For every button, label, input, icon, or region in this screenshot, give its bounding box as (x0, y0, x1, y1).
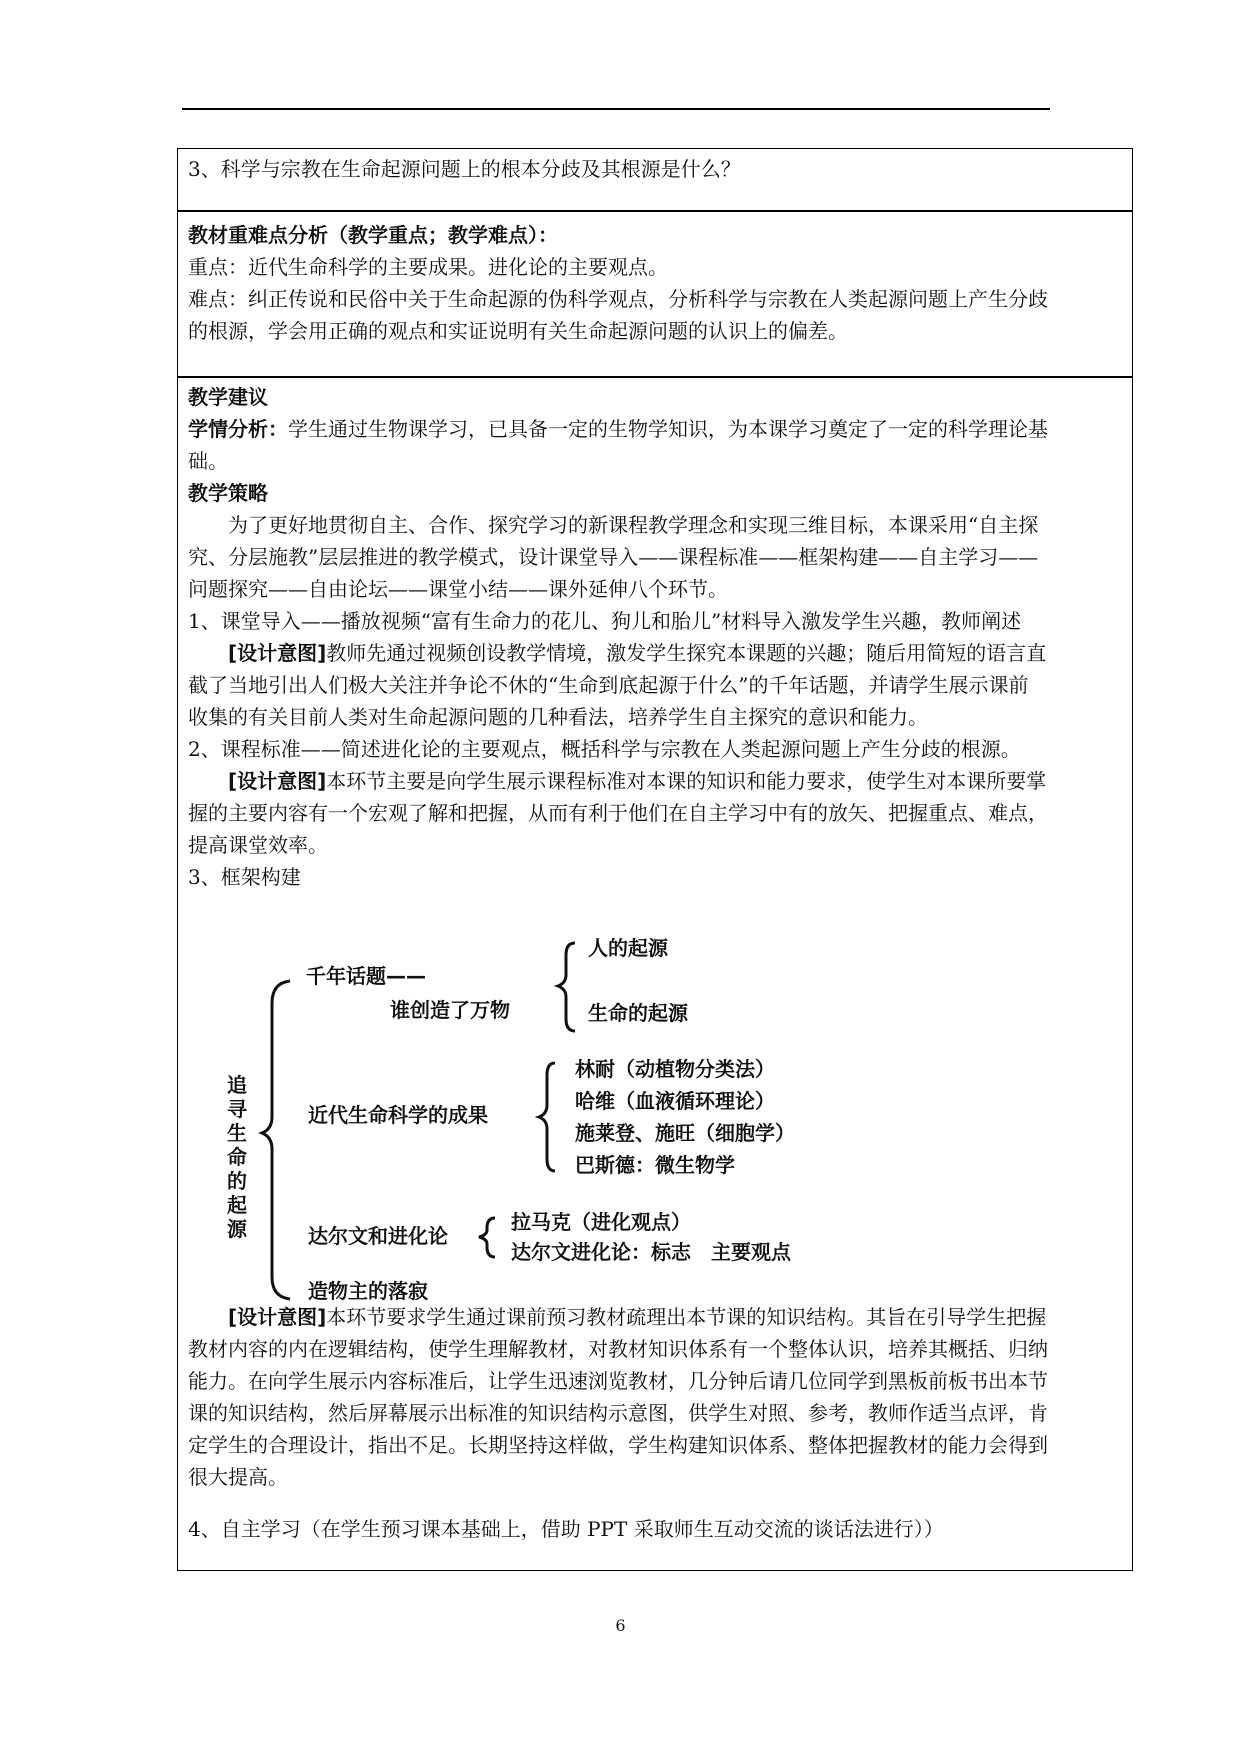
intent3-line-5: 定学生的合理设计，指出不足。长期坚持这样做，学生构建知识体系、整体把握教材的能力会得到 (188, 1433, 1048, 1457)
root-char: 寻 (227, 1097, 247, 1121)
difficulty-cell (177, 210, 1133, 378)
branch4-label: 造物主的落寂 (308, 1279, 428, 1303)
intent2-line-3: 提高课堂效率。 (188, 833, 328, 857)
key-point: 重点：近代生命科学的主要成果。进化论的主要观点。 (188, 255, 668, 279)
header-rule (182, 108, 1050, 110)
step-4: 4、自主学习（在学生预习课本基础上，借助 PPT 采取师生互动交流的谈话法进行）） (188, 1517, 944, 1541)
branch1-label-b: 谁创造了万物 (390, 998, 510, 1022)
suggestions-heading: 教学建议 (188, 385, 268, 409)
branch3-brace (479, 1218, 495, 1257)
suggestions-cell (177, 376, 1133, 1571)
root-char: 的 (227, 1169, 247, 1193)
root-char: 追 (227, 1073, 247, 1097)
strategy-line-3: 问题探究——自由论坛——课堂小结——课外延伸八个环节。 (188, 577, 728, 601)
step-1: 1、课堂导入——播放视频“富有生命力的花儿、狗儿和胎儿”材料导入激发学生兴趣，教师阐述 (188, 609, 1022, 633)
branch1-item: 生命的起源 (588, 1001, 688, 1025)
intent1-line-2: 截了当地引出人们极大关注并争论不休的“生命到底起源于什么”的千年话题，并请学生展示课前 (188, 673, 1029, 697)
step-2: 2、课程标准——简述进化论的主要观点，概括科学与宗教在人类起源问题上产生分歧的根源。 (188, 737, 1021, 761)
root-label (227, 1073, 248, 1241)
branch3-item: 达尔文进化论：标志 主要观点 (511, 1240, 791, 1264)
branch2-item: 林耐（动植物分类法） (575, 1057, 775, 1081)
main-brace (262, 981, 290, 1299)
strategy-heading: 教学策略 (188, 481, 268, 505)
intent3-line-1: 本环节要求学生通过课前预习教材疏理出本节课的知识结构。其旨在引导学生把握 (326, 1305, 1047, 1329)
root-char: 起 (227, 1193, 247, 1217)
strategy-line-1: 为了更好地贯彻自主、合作、探究学习的新课程教学理念和实现三维目标，本课采用“自主探 (228, 513, 1039, 537)
design-intent-label: [设计意图] (228, 769, 327, 793)
question-cell (177, 148, 1133, 212)
analysis-line-1: 学生通过生物课学习，已具备一定的生物学知识，为本课学习奠定了一定的科学理论基 (288, 417, 1048, 441)
branch3-label: 达尔文和进化论 (308, 1224, 448, 1248)
intent3-line-2: 教材内容的内在逻辑结构，使学生理解教材，对教材知识体系有一个整体认识，培养其概括、归纳 (188, 1337, 1048, 1361)
branch2-label: 近代生命科学的成果 (308, 1103, 488, 1127)
difficulty-heading: 教材重难点分析（教学重点；教学难点）： (188, 223, 558, 247)
branch2-item: 巴斯德：微生物学 (575, 1153, 735, 1177)
branch2-item: 哈维（血液循环理论） (575, 1089, 775, 1113)
intent2-line-2: 握的主要内容有一个宏观了解和把握，从而有利于他们在自主学习中有的放矢、把握重点、难点， (188, 801, 1048, 825)
intent3-line-3: 能力。在向学生展示内容标准后，让学生迅速浏览教材，几分钟后请几位同学到黑板前板书出本节 (188, 1369, 1048, 1393)
analysis-label: 学情分析： (188, 417, 288, 441)
strategy-line-2: 究、分层施教”层层推进的教学模式，设计课堂导入——课程标准——框架构建——自主学习—— (188, 545, 1039, 569)
root-char: 源 (227, 1217, 247, 1241)
branch1-brace (558, 943, 575, 1031)
intent2-line-1: 本环节主要是向学生展示课程标准对本课的知识和能力要求，使学生对本课所要掌 (326, 769, 1047, 793)
branch1-label-a: 千年话题—— (306, 964, 426, 988)
framework-diagram (178, 377, 1134, 1377)
step-3: 3、框架构建 (188, 865, 301, 889)
branch2-brace (539, 1063, 555, 1171)
hard-point-line-2: 的根源，学会用正确的观点和实证说明有关生命起源问题的认识上的偏差。 (188, 319, 848, 343)
design-intent-label: [设计意图] (228, 641, 327, 665)
design-intent-label: [设计意图] (228, 1305, 327, 1329)
page-number: 6 (615, 1616, 626, 1635)
branch1-item: 人的起源 (588, 936, 668, 960)
hard-point-line-1: 难点：纠正传说和民俗中关于生命起源的伪科学观点，分析科学与宗教在人类起源问题上产生分歧 (188, 287, 1048, 311)
intent1-line-3: 收集的有关目前人类对生命起源问题的几种看法，培养学生自主探究的意识和能力。 (188, 705, 928, 729)
branch3-item: 拉马克（进化观点） (511, 1210, 691, 1234)
intent3-line-6: 很大提高。 (188, 1465, 288, 1489)
branch2-item: 施莱登、施旺（细胞学） (575, 1121, 795, 1145)
root-char: 命 (227, 1145, 247, 1169)
intent3-line-4: 课的知识结构，然后屏幕展示出标准的知识结构示意图，供学生对照、参考，教师作适当点评，肯 (188, 1401, 1048, 1425)
analysis-line-2: 础。 (188, 449, 228, 473)
question-text: 3、科学与宗教在生命起源问题上的根本分歧及其根源是什么？ (188, 157, 741, 181)
intent1-line-1: 教师先通过视频创设教学情境，激发学生探究本课题的兴趣；随后用简短的语言直 (326, 641, 1047, 665)
root-char: 生 (227, 1121, 247, 1145)
